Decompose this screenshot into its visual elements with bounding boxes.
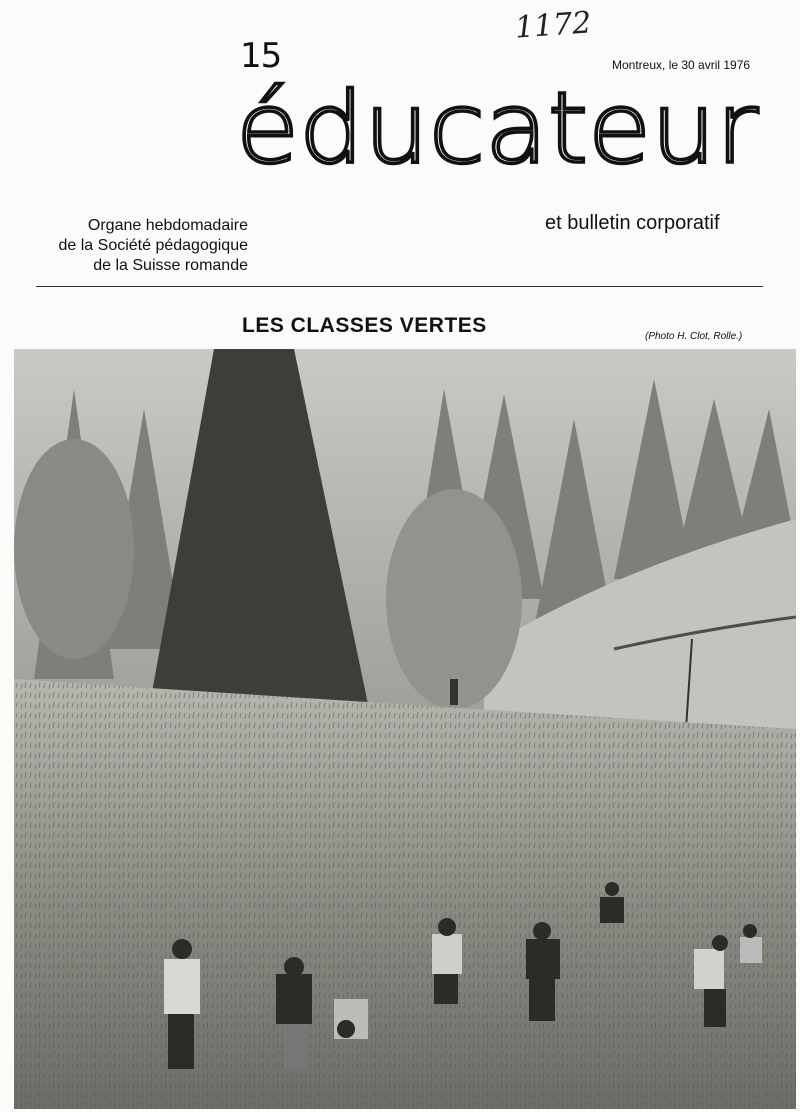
hiker — [334, 999, 368, 1039]
masthead-text: éducateur — [236, 72, 759, 178]
organ-line-2: de la Société pédagogique — [58, 237, 248, 254]
photo-round-tree — [386, 489, 522, 709]
cover-photo — [14, 349, 796, 1109]
photo-credit: (Photo H. Clot, Rolle.) — [645, 331, 743, 342]
photo-deciduous-tree — [14, 439, 134, 659]
cover-headline: LES CLASSES VERTES — [242, 314, 487, 337]
photo-round-tree-trunk — [450, 679, 458, 705]
organ-line-1: Organe hebdomadaire — [87, 217, 248, 234]
handwritten-annotation: 1172 — [513, 5, 593, 46]
organ-description — [36, 216, 248, 276]
dateline: Montreux, le 30 avril 1976 — [612, 58, 751, 72]
subtitle: et bulletin corporatif — [545, 212, 720, 234]
masthead-title — [236, 68, 766, 178]
divider — [36, 286, 763, 287]
issue-number: 15 — [240, 36, 282, 76]
photo-meadow-texture — [14, 679, 796, 1109]
organ-line-3: de la Suisse romande — [93, 257, 248, 274]
